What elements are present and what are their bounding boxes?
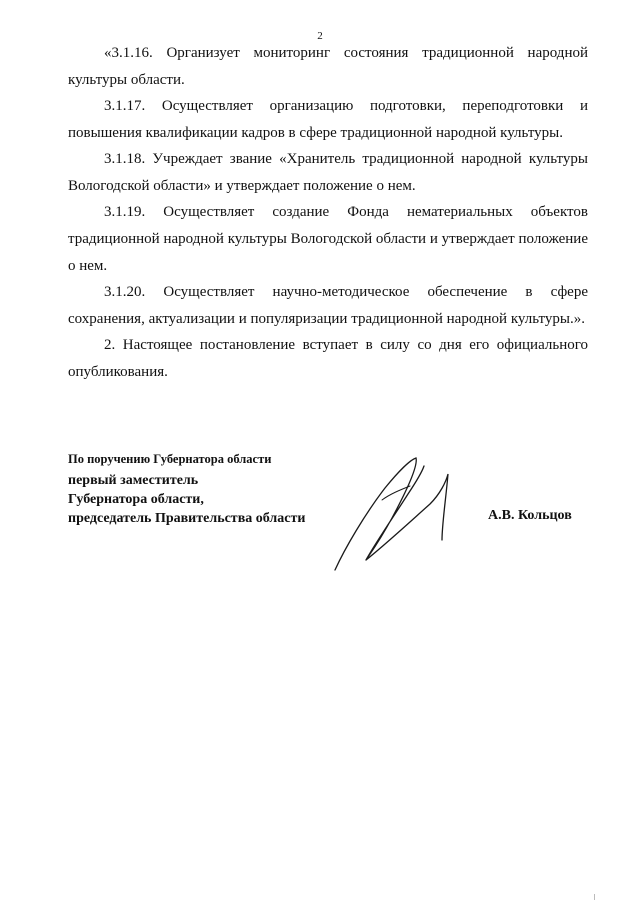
signatory-position-line-3: председатель Правительства области [68, 511, 306, 526]
signatory-name: А.В. Кольцов [488, 508, 572, 523]
paragraph-3-1-17: 3.1.17. Осуществляет организацию подготовки, переподготовки и повышения квалификации кадров в сфере традиционной народной культуры. [68, 98, 588, 141]
paragraph-3-1-18: 3.1.18. Учреждает звание «Хранитель традиционной народной культуры Вологодской области» и утверждает положение о нем. [68, 151, 588, 194]
paragraph-3-1-20: 3.1.20. Осуществляет научно-методическое обеспечение в сфере сохранения, актуализации и популяризации традиционной народной культуры.». [68, 284, 588, 327]
paragraph-2-effective-date: 2. Настоящее постановление вступает в силу со дня его официального опубликования. [68, 337, 588, 380]
paragraph-3-1-16: «3.1.16. Организует мониторинг состояния традиционной народной культуры области. [68, 45, 588, 88]
scan-mark [594, 894, 595, 900]
signatory-position-line-2: Губернатора области, [68, 492, 204, 507]
handwritten-signature [330, 444, 480, 584]
signatory-position-line-1: первый заместитель [68, 473, 199, 488]
signatory-position [68, 471, 305, 528]
paragraph-3-1-19: 3.1.19. Осуществляет создание Фонда нематериальных объектов традиционной народной культуры Вологодской области и утверждает положение о нем. [68, 204, 588, 274]
signature-authority-line: По поручению Губернатора области [68, 452, 272, 466]
document-body [68, 40, 588, 386]
signature-block [68, 452, 588, 582]
page-number: 2 [317, 30, 323, 42]
